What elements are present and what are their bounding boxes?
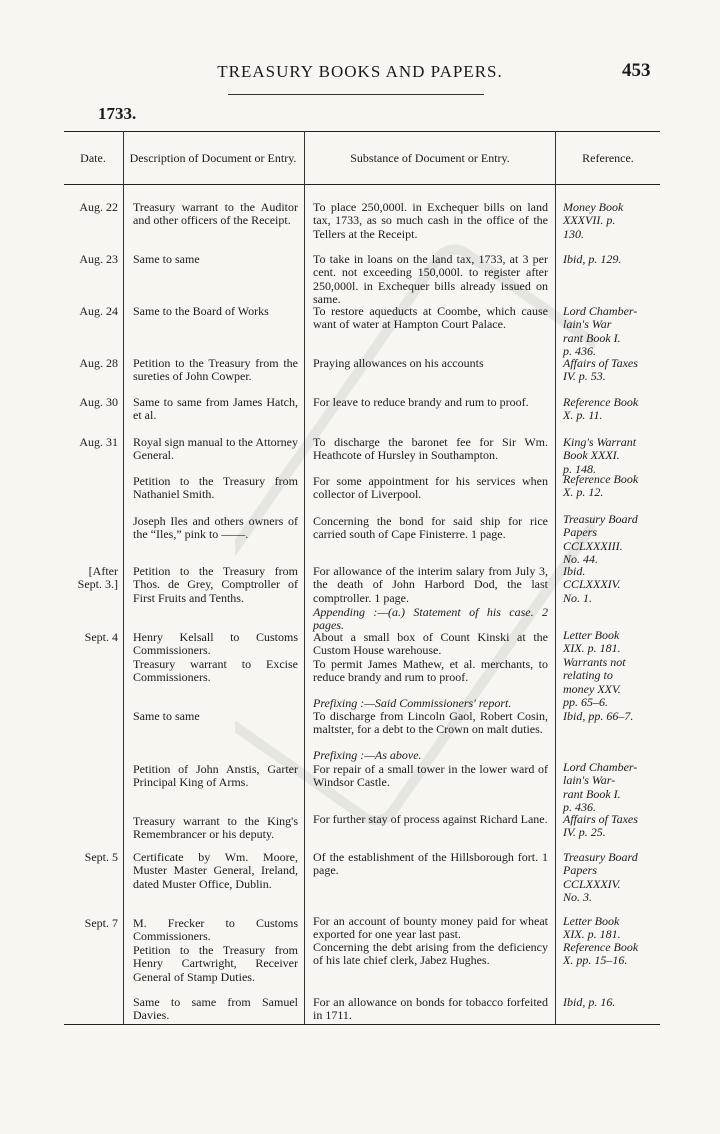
table-row-reference: Lord Chamber- lain's War- rant Book I. p. 436. [563,760,638,815]
table-row-substance: About a small box of Count Kinski at the Custom House warehouse. [313,630,548,658]
table-row-substance: To take in loans on the land tax, 1733, at 3 per cent. not exceeding 150,000l. to register after 250,000l. in Exchequer bills already issued on same. [313,252,548,307]
table-row-date: Aug. 23 [79,252,118,266]
table-row-substance: Concerning the debt arising from the deficiency of his late chief clerk, Jabez Hughes. [313,940,548,968]
table-row-substance: For leave to reduce brandy and rum to proof. [313,395,529,409]
column-header-reference: Reference. [582,150,634,165]
table-row-description: Treasury warrant to the Auditor and other officers of the Receipt. [133,200,298,228]
column-header-date: Date. [80,150,106,165]
table-row-date: Sept. 7 [84,916,118,930]
table-row-substance: For further stay of process against Richard Lane. [313,812,548,826]
table-row-reference: Lord Chamber- lain's War rant Book I. p. 436. [563,304,638,359]
table-row-substance: For some appointment for his services when collector of Liverpool. [313,474,548,502]
table-row-reference: Reference Book X. pp. 15–16. [563,940,639,968]
table-row-description: Petition to the Treasury from Henry Cartwright, Receiver General of Stamp Duties. [133,943,298,984]
table-row-prefix: Prefixing :—Said Commissioners' report. [313,696,512,710]
column-header-substance: Substance of Document or Entry. [350,150,510,165]
table-row-date: Sept. 5 [84,850,118,864]
page-number: 453 [622,60,651,81]
table-row-reference: Treasury Board Papers CCLXXXIII. No. 44. [563,512,638,567]
table-row-substance: To discharge the baronet fee for Sir Wm. Heathcote of Hursley in Southampton. [313,435,548,463]
table-row-reference: Affairs of Taxes IV. p. 53. [563,356,638,384]
table-row-substance: To place 250,000l. in Exchequer bills on land tax, 1733, as so much cash in the office of the Tellers at the Receipt. [313,200,548,241]
table-row-date: Aug. 31 [79,435,118,449]
table-row-description: Petition of John Anstis, Garter Principal King of Arms. [133,762,298,790]
table-row-date: Aug. 28 [79,356,118,370]
table-row-substance: For an account of bounty money paid for wheat exported for one year last past. [313,914,548,942]
table-row-substance: For repair of a small tower in the lower ward of Windsor Castle. [313,762,548,790]
table-row-date: Aug. 22 [79,200,118,214]
table-row-substance: For allowance of the interim salary from July 3, the death of John Harbord Dod, the last comptroller. 1 page. [313,564,548,605]
table-row-substance: To restore aqueducts at Coombe, which cause want of water at Hampton Court Palace. [313,304,548,332]
table-row-reference: Ibid, pp. 66–7. [563,709,634,723]
table-row-substance: Concerning the bond for said ship for rice carried south of Cape Finisterre. 1 page. [313,514,548,542]
column-header-description: Description of Document or Entry. [129,150,297,165]
table-row-description: M. Frecker to Customs Commissioners. [133,916,298,944]
table-row-date: [After Sept. 3.] [77,564,118,592]
table-row-date: Aug. 30 [79,395,118,409]
table-row-prefix: Prefixing :—As above. [313,748,422,762]
table-row-date: Aug. 24 [79,304,118,318]
table-row-substance: Of the establishment of the Hillsborough fort. 1 page. [313,850,548,878]
table-row-substance: To permit James Mathew, et al. merchants, to reduce brandy and rum to proof. [313,657,548,685]
table-row-reference: Treasury Board Papers CCLXXXIV. No. 3. [563,850,638,905]
column-divider [123,131,124,1024]
table-row-description: Treasury warrant to the King's Remembrancer or his deputy. [133,814,298,842]
table-row-substance: To discharge from Lincoln Gaol, Robert Cosin, maltster, for a debt to the Crown on malt duties. [313,709,548,737]
table-row-description: Petition to the Treasury from Thos. de Grey, Comptroller of First Fruits and Tenths. [133,564,298,605]
table-row-substance: For an allowance on bonds for tobacco forfeited in 1711. [313,995,548,1023]
table-row-description: Joseph Iles and others owners of the “Iles,” pink to ——. [133,514,298,542]
table-row-description: Henry Kelsall to Customs Commissioners. [133,630,298,658]
table-row-reference: Ibid, p. 129. [563,252,622,266]
table-row-reference: Ibid. CCLXXXIV. No. 1. [563,564,621,605]
table-row-substance: Praying allowances on his accounts [313,356,484,370]
table-row-reference: Letter Book XIX. p. 181. [563,914,621,942]
table-row-appendix: Appending :—(a.) Statement of his case. 2 pages. [313,605,548,633]
table-row-reference: Reference Book X. p. 12. [563,472,639,500]
table-row-description: Certificate by Wm. Moore, Muster Master General, Ireland, dated Muster Office, Dublin. [133,850,298,891]
table-row-description: Same to same from Samuel Davies. [133,995,298,1023]
table-row-description: Petition to the Treasury from Nathaniel Smith. [133,474,298,502]
table-row-description: Same to same [133,252,200,266]
column-divider [555,131,556,1024]
table-row-reference: Ibid, p. 16. [563,995,616,1009]
table-row-description: Treasury warrant to Excise Commissioners. [133,657,298,685]
table-row-reference: Letter Book XIX. p. 181. [563,628,621,656]
running-header: TREASURY BOOKS AND PAPERS. [217,62,503,81]
table-row-description: Royal sign manual to the Attorney General. [133,435,298,463]
table-row-reference: Warrants not relating to money XXV. pp. 65–6. [563,655,626,710]
year-heading: 1733. [98,104,137,123]
table-row-description: Petition to the Treasury from the sureties of John Cowper. [133,356,298,384]
table-row-description: Same to same [133,709,200,723]
table-row-reference: Reference Book X. p. 11. [563,395,639,423]
table-row-date: Sept. 4 [84,630,118,644]
column-divider [304,131,305,1024]
table-row-description: Same to the Board of Works [133,304,269,318]
header-rule [228,94,484,95]
table-bottom-rule [64,1024,660,1025]
table-row-reference: Money Book XXXVII. p. 130. [563,200,624,241]
table-header-rule [64,184,660,185]
table-row-reference: King's Warrant Book XXXI. p. 148. [563,435,637,476]
table-row-description: Same to same from James Hatch, et al. [133,395,298,423]
table-row-reference: Affairs of Taxes IV. p. 25. [563,812,638,840]
